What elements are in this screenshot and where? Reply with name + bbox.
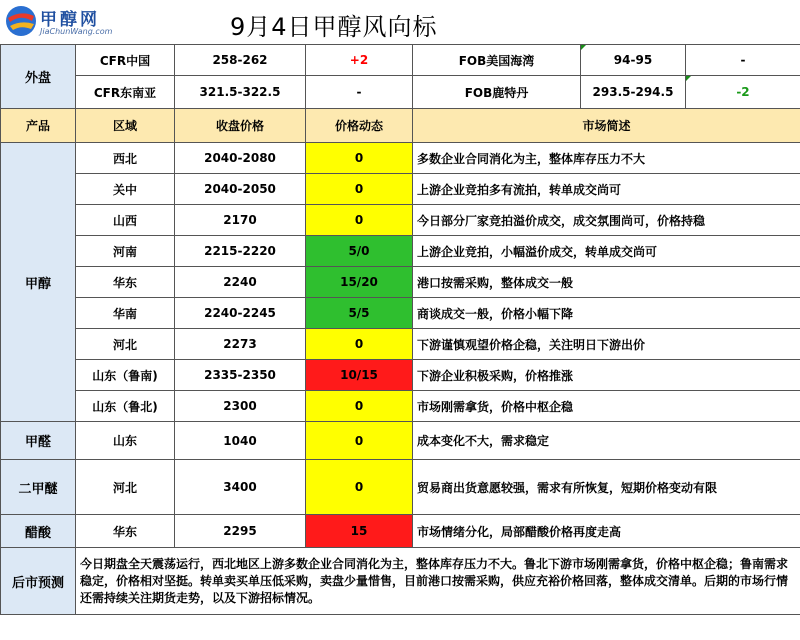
market-price: 293.5-294.5 (581, 76, 686, 109)
market-change: - (686, 45, 800, 76)
page-title: 9月4日甲醇风向标 (230, 13, 438, 41)
page-header (0, 0, 800, 45)
market-price: 321.5-322.5 (175, 76, 306, 109)
table-row (1, 460, 800, 515)
price-cell: 1040 (175, 422, 306, 460)
table-row (1, 298, 800, 329)
category-cell: 后市预测 (1, 548, 76, 615)
price-cell: 2040-2080 (175, 143, 306, 174)
price-cell: 2335-2350 (175, 360, 306, 391)
move-cell: 5/5 (306, 298, 413, 329)
move-cell: 0 (306, 391, 413, 422)
comment-cell: 今日部分厂家竞拍溢价成交，成交氛围尚可，价格持稳 (413, 205, 800, 236)
table-row (1, 267, 800, 298)
price-cell: 2215-2220 (175, 236, 306, 267)
region-cell: 山东（鲁北) (76, 391, 175, 422)
region-cell: 山东 (76, 422, 175, 460)
move-cell: 10/15 (306, 360, 413, 391)
region-cell: 山西 (76, 205, 175, 236)
move-cell: 15/20 (306, 267, 413, 298)
column-header-region: 区域 (76, 109, 175, 143)
move-cell: 0 (306, 174, 413, 205)
comment-cell: 下游企业积极采购，价格推涨 (413, 360, 800, 391)
region-cell: 河北 (76, 460, 175, 515)
region-cell: 华南 (76, 298, 175, 329)
price-cell: 2273 (175, 329, 306, 360)
comment-cell: 成本变化不大，需求稳定 (413, 422, 800, 460)
forecast-text: 今日期盘全天震荡运行，西北地区上游多数企业合同消化为主，整体库存压力不大。鲁北下游市场刚需拿货，价格中枢企稳；鲁南需求稳定，价格相对坚挺。转单卖买单压低采购，卖盘少量惜售，目前港口按需采购，供应充裕价格回落，整体成交清单。后期的市场行情还需持续关注期货走势，以及下游招标情况。 (76, 548, 800, 615)
move-cell: 15 (306, 515, 413, 548)
market-name: CFR中国 (76, 45, 175, 76)
price-cell: 2170 (175, 205, 306, 236)
market-change: - (306, 76, 413, 109)
comment-cell: 上游企业竞拍多有流拍，转单成交尚可 (413, 174, 800, 205)
price-cell: 3400 (175, 460, 306, 515)
table-row (1, 329, 800, 360)
price-cell: 2040-2050 (175, 174, 306, 205)
region-cell: 华东 (76, 515, 175, 548)
move-cell: 0 (306, 422, 413, 460)
market-change: -2 (686, 76, 800, 109)
region-cell: 西北 (76, 143, 175, 174)
column-header-product: 产品 (1, 109, 76, 143)
column-header-price: 收盘价格 (175, 109, 306, 143)
move-cell: 5/0 (306, 236, 413, 267)
globe-icon (4, 4, 38, 38)
comment-cell: 市场情绪分化，局部醋酸价格再度走高 (413, 515, 800, 548)
price-cell: 2240-2245 (175, 298, 306, 329)
market-name: CFR东南亚 (76, 76, 175, 109)
site-logo (4, 4, 124, 40)
region-cell: 河南 (76, 236, 175, 267)
logo-brand-text: 甲醇网 (40, 10, 100, 30)
table-row (1, 236, 800, 267)
region-cell: 华东 (76, 267, 175, 298)
table-row (1, 360, 800, 391)
table-row (1, 391, 800, 422)
move-cell: 0 (306, 329, 413, 360)
move-cell: 0 (306, 205, 413, 236)
price-table (0, 44, 800, 615)
external-row (1, 76, 800, 109)
category-cell: 二甲醚 (1, 460, 76, 515)
market-change: +2 (306, 45, 413, 76)
price-cell: 2295 (175, 515, 306, 548)
price-cell: 2240 (175, 267, 306, 298)
comment-cell: 上游企业竞拍，小幅溢价成交，转单成交尚可 (413, 236, 800, 267)
table-row (1, 174, 800, 205)
category-cell: 甲醛 (1, 422, 76, 460)
table-row (1, 143, 800, 174)
logo-site-text: JiaChunWang.com (40, 27, 113, 36)
comment-cell: 市场刚需拿货，价格中枢企稳 (413, 391, 800, 422)
price-cell: 2300 (175, 391, 306, 422)
market-price: 94-95 (581, 45, 686, 76)
column-header-row (1, 109, 800, 143)
comment-cell: 多数企业合同消化为主，整体库存压力不大 (413, 143, 800, 174)
region-cell: 关中 (76, 174, 175, 205)
category-cell: 醋酸 (1, 515, 76, 548)
category-cell: 外盘 (1, 45, 76, 109)
external-row (1, 45, 800, 76)
table-row (1, 422, 800, 460)
category-cell: 甲醇 (1, 143, 76, 422)
market-name: FOB鹿特丹 (413, 76, 581, 109)
comment-cell: 贸易商出货意愿较强，需求有所恢复，短期价格变动有限 (413, 460, 800, 515)
column-header-comment: 市场简述 (413, 109, 800, 143)
forecast-row (1, 548, 800, 615)
market-name: FOB美国海湾 (413, 45, 581, 76)
column-header-move: 价格动态 (306, 109, 413, 143)
table-row (1, 205, 800, 236)
region-cell: 河北 (76, 329, 175, 360)
comment-cell: 下游谨慎观望价格企稳，关注明日下游出价 (413, 329, 800, 360)
region-cell: 山东（鲁南) (76, 360, 175, 391)
move-cell: 0 (306, 460, 413, 515)
comment-cell: 港口按需采购，整体成交一般 (413, 267, 800, 298)
comment-cell: 商谈成交一般，价格小幅下降 (413, 298, 800, 329)
market-price: 258-262 (175, 45, 306, 76)
move-cell: 0 (306, 143, 413, 174)
table-row (1, 515, 800, 548)
